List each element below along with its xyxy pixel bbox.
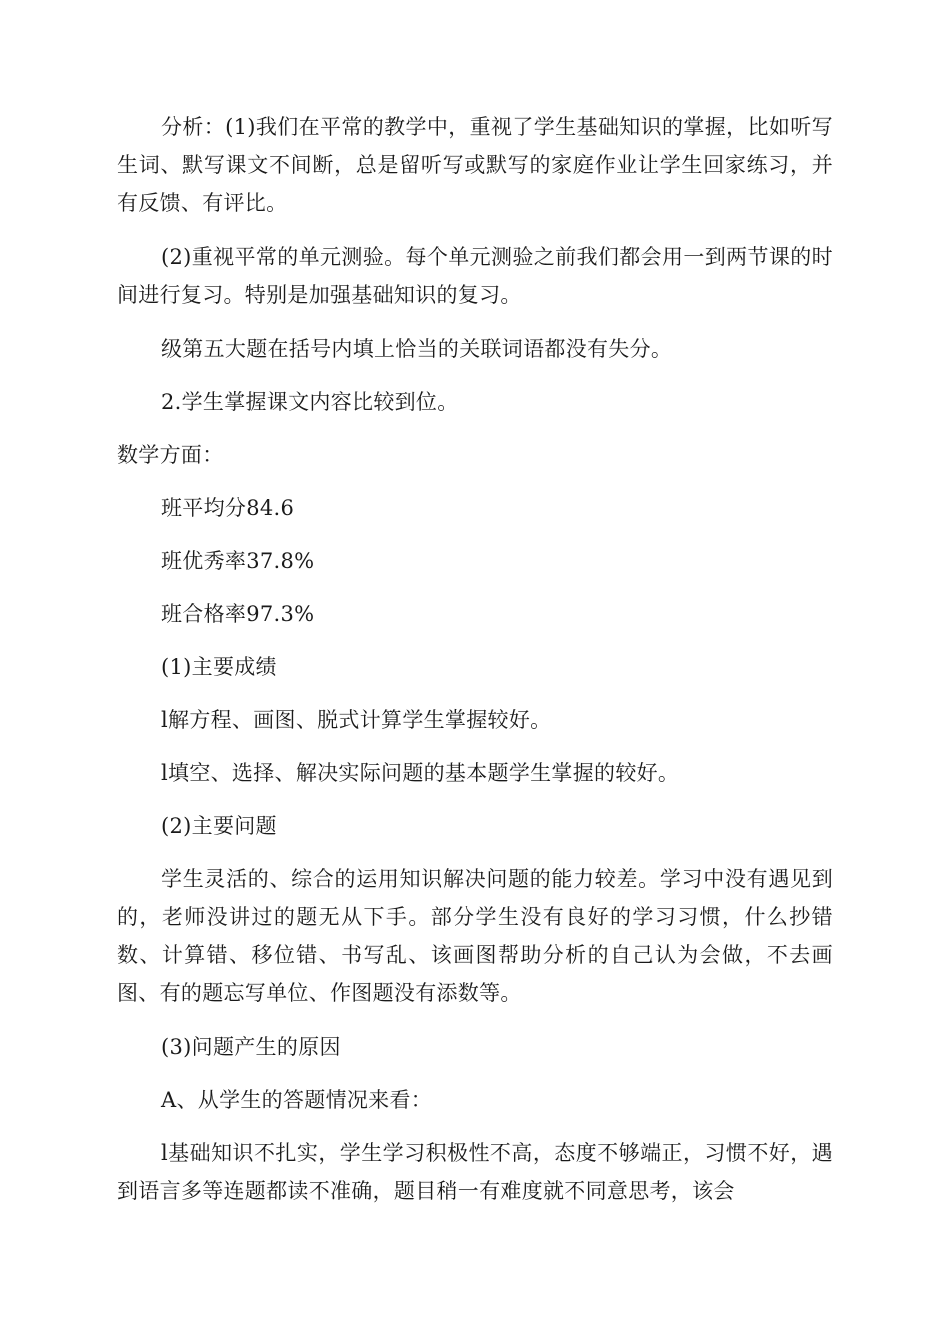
paragraph-grade-five: 级第五大题在括号内填上恰当的关联词语都没有失分。 xyxy=(161,337,673,361)
paragraph-analysis-2: (2)重视平常的单元测验。每个单元测验之前我们都会用一到两节课的时间进行复习。特别是加强基础知识的复习。 xyxy=(117,245,833,307)
paragraph-problems: 学生灵活的、综合的运用知识解决问题的能力较差。学习中没有遇见到的，老师没讲过的题无从下手。部分学生没有良好的学习习惯，什么抄错数、计算错、移位错、书写乱、该画图帮助分析的自己认为会做，不去画图、有的题忘写单位、作图题没有添数等。 xyxy=(117,867,833,1005)
section-heading-math: 数学方面： xyxy=(117,443,224,467)
stat-pass-rate: 班合格率97.3% xyxy=(161,602,315,626)
subheading-main-problems: (2)主要问题 xyxy=(161,814,277,838)
stat-excellence-rate: 班优秀率37.8% xyxy=(161,549,315,573)
stat-class-average: 班平均分84.6 xyxy=(161,496,295,520)
subheading-problem-causes: (3)问题产生的原因 xyxy=(161,1035,341,1059)
paragraph-analysis-1: 分析：(1)我们在平常的教学中，重视了学生基础知识的掌握，比如听写生词、默写课文不间断，总是留听写或默写的家庭作业让学生回家练习，并有反馈、有评比。 xyxy=(117,115,833,215)
paragraph-item-2: 2.学生掌握课文内容比较到位。 xyxy=(161,390,459,414)
subheading-answer-situation: A、从学生的答题情况来看： xyxy=(161,1088,433,1112)
achievement-item-2: l填空、选择、解决实际问题的基本题学生掌握的较好。 xyxy=(161,761,680,785)
achievement-item-1: l解方程、画图、脱式计算学生掌握较好。 xyxy=(161,708,552,732)
subheading-main-achievements: (1)主要成绩 xyxy=(161,655,277,679)
paragraph-foundation: l基础知识不扎实，学生学习积极性不高，态度不够端正，习惯不好，遇到语言多等连题都读不准确，题目稍一有难度就不同意思考，该会 xyxy=(117,1141,833,1203)
